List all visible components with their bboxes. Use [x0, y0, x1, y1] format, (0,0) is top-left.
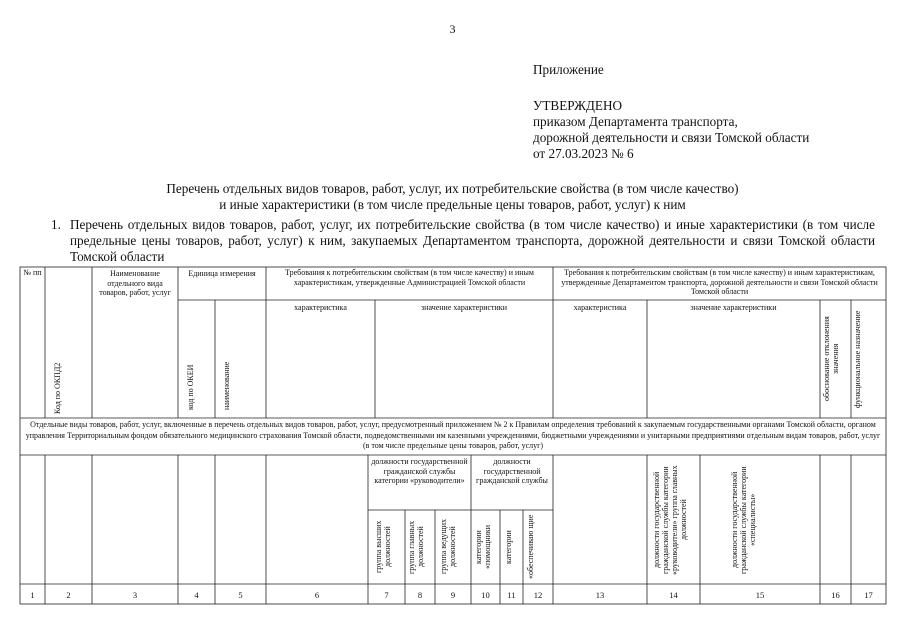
column-number: 4: [194, 590, 199, 600]
header-req-admin-char: характеристика: [294, 303, 347, 312]
title-line: Перечень отдельных видов товаров, работ, услуг, их потребительские свойства (в том числе качество): [166, 181, 739, 196]
column-number: 12: [533, 590, 543, 600]
header-function: функциональное назначение: [853, 310, 862, 408]
header-req-dept-value: значение характеристики: [690, 303, 777, 312]
col-9-label: группа ведущих должностей: [439, 519, 457, 575]
column-number: 5: [238, 590, 243, 600]
approval-line: дорожной деятельности и связи Томской области: [533, 130, 810, 145]
paragraph-text: Перечень отдельных видов товаров, работ, услуг, их потребительские свойства (в том числе качество) и иные характеристики (в том числе предельные цены товаров, работ, услуг) к ним, закупаемых Департаментом транспорта, дорожной деятельности и связи Томской области Томской области: [70, 217, 875, 264]
paragraph-number: 1.: [51, 217, 61, 232]
approval-line: от 27.03.2023 № 6: [533, 146, 634, 161]
approval-line: УТВЕРЖДЕНО: [533, 98, 623, 113]
col-14-label: должности государственной гражданской службы категории «руководители» группа главных должностей: [652, 465, 688, 575]
header-unit-okei: код по ОКЕИ: [186, 364, 195, 410]
header-req-admin-value: значение характеристики: [421, 303, 507, 312]
column-number: 11: [507, 590, 516, 600]
header-item-name: Наименование отдельного вида товаров, работ, услуг: [99, 269, 171, 297]
column-number: 3: [132, 590, 138, 600]
column-number: 15: [755, 590, 765, 600]
column-number: 6: [314, 590, 320, 600]
col-15-label: должности государственной гражданской службы категории «специалисты»: [730, 466, 757, 574]
span-row-description: Отдельные виды товаров, работ, услуг, включенные в перечень отдельных видов товаров, работ, услуг, предусмотренный приложением № 2 к Правилам определения требований к закупаемым государственными органами Томской области, органом управления Территориальным фондом обязательного медицинского страхования Томской области, подведомственными им казенными учреждениями, бюджетными учреждениями и унитарными предприятиями отдельным видам товаров, работ, услуг (в том числе предельные цены товаров, работ, услуг): [25, 420, 881, 450]
header-justification: обоснование отклонения значения: [822, 316, 840, 402]
column-number: 8: [417, 590, 423, 600]
header-number: № пп: [23, 268, 42, 277]
header-req-dept: Требования к потребительским свойствам (в том числе качеству) и иным характеристикам, утвержденные Департаментом транспорта, дорожной деятельности и связи Томской области Томской области: [561, 268, 878, 296]
column-number: 13: [595, 590, 605, 600]
header-unit-name: наименование: [222, 361, 231, 410]
col-10-label: категории «помощники: [474, 524, 492, 570]
header-req-dept-char: характеристика: [573, 303, 627, 312]
approval-line: приказом Департамента транспорта,: [533, 114, 738, 129]
approval-line: Приложение: [533, 62, 604, 77]
column-number: 17: [864, 590, 873, 600]
col-7-label: группа высших должностей: [374, 520, 392, 574]
title-line: и иные характеристики (в том числе предельные цены товаров, работ, услуг) к ним: [219, 197, 686, 212]
header-okpd: Код по ОКПД2: [53, 362, 62, 414]
column-number: 10: [481, 590, 490, 600]
column-number: 7: [384, 590, 389, 600]
column-number: 16: [831, 590, 840, 600]
header-unit: Единица измерения: [188, 269, 256, 278]
col-11-label: категории: [504, 530, 513, 564]
column-number: 14: [669, 590, 678, 600]
col-8-label: группа главных должностей: [407, 520, 425, 574]
column-number: 1: [30, 590, 35, 600]
header-req-admin: Требования к потребительским свойствам (в том числе качеству) и иным характеристикам, утвержденные Администрацией Томской области: [285, 268, 534, 287]
group-leaders-label: должности государственной гражданской службы категории «руководители»: [371, 457, 468, 485]
col-12-label: «обеспечиваю щие: [526, 514, 535, 580]
page-number: 3: [449, 22, 456, 36]
column-number: 9: [450, 590, 456, 600]
group-service-label: должности государственной гражданской службы: [476, 457, 548, 485]
column-number: 2: [66, 590, 71, 600]
